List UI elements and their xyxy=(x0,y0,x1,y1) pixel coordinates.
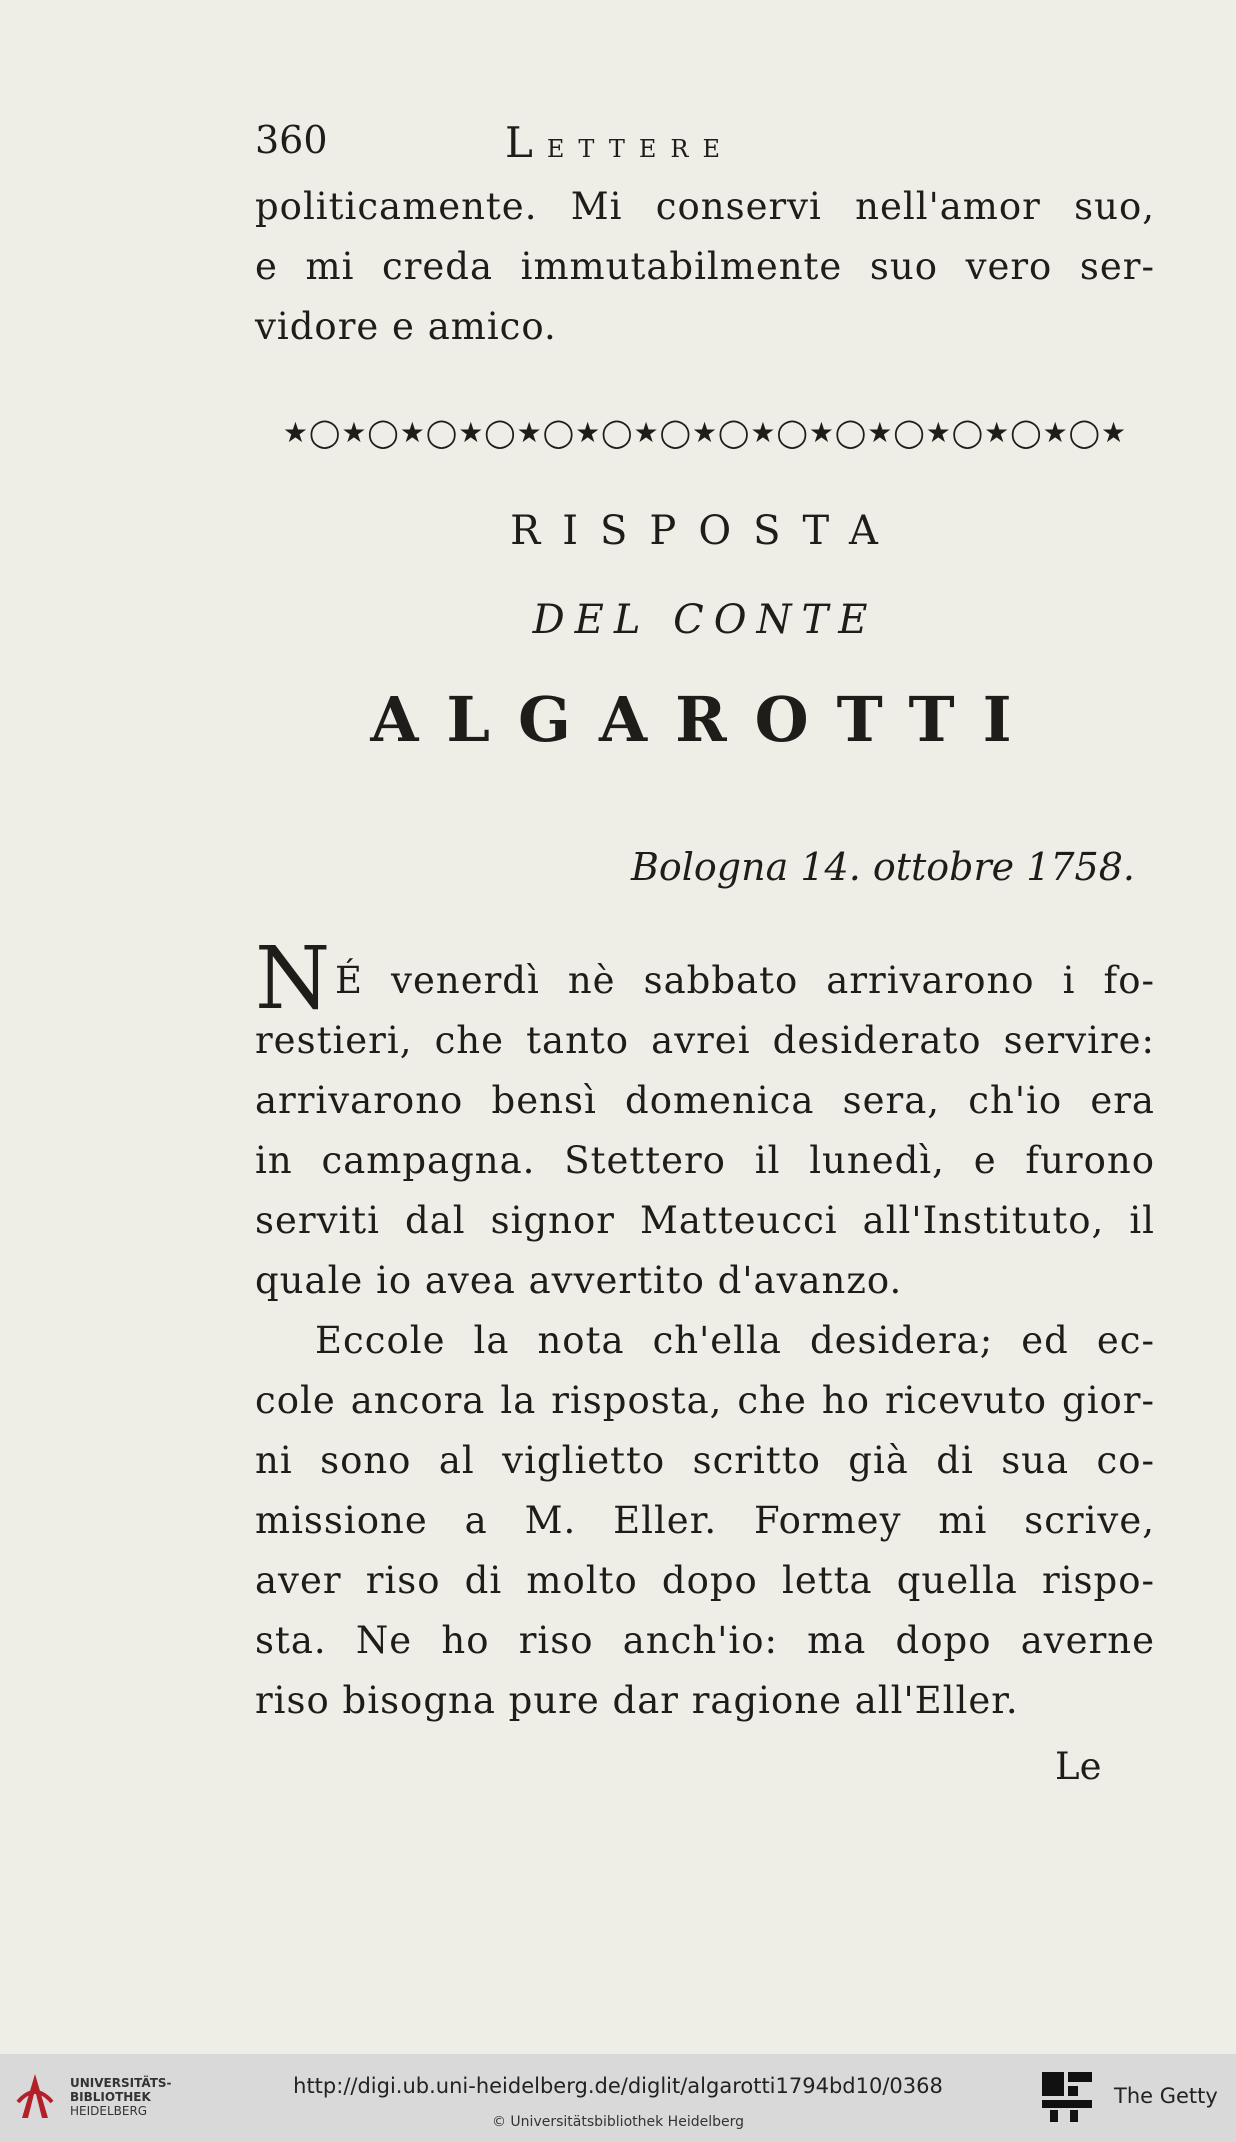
text-line: e mi creda immutabilmente suo vero ser- xyxy=(255,245,1155,288)
running-head xyxy=(505,118,734,167)
running-head-rest: ETTERE xyxy=(546,135,734,163)
digitization-footer xyxy=(0,2054,1236,2142)
page-header xyxy=(255,118,915,178)
getty-logo-icon xyxy=(1040,2070,1094,2124)
copyright-notice: © Universitätsbibliothek Heidelberg xyxy=(491,2114,744,2130)
ornamental-divider: ★◯★◯★◯★◯★◯★◯★◯★◯★◯★◯★◯★◯★◯★◯★ xyxy=(282,416,1128,449)
running-head-initial: L xyxy=(505,118,547,167)
text-line: restieri, che tanto avrei desiderato servire: xyxy=(255,1019,1155,1062)
permalink-url[interactable]: http://digi.ub.uni-heidelberg.de/diglit/algarotti1794bd10/0368 xyxy=(293,2074,943,2098)
text-line: arrivarono bensì domenica sera, ch'io era xyxy=(255,1079,1155,1122)
library-name-line: BIBLIOTHEK xyxy=(70,2090,151,2104)
library-name-line: HEIDELBERG xyxy=(70,2104,148,2118)
text-line: quale io avea avvertito d'avanzo. xyxy=(255,1259,903,1302)
text-line: serviti dal signor Matteucci all'Instituto, il xyxy=(255,1199,1155,1242)
library-name-line: UNIVERSITÄTS- xyxy=(70,2076,172,2090)
text-line: cole ancora la risposta, che ho ricevuto gior- xyxy=(255,1379,1155,1422)
page-number: 360 xyxy=(255,118,328,162)
text-line: missione a M. Eller. Formey mi scrive, xyxy=(255,1499,1155,1542)
text-line: aver riso di molto dopo letta quella rispo- xyxy=(255,1559,1155,1602)
dateline: Bologna 14. ottobre 1758. xyxy=(630,845,1135,889)
text-line: politicamente. Mi conservi nell'amor suo, xyxy=(255,185,1155,228)
title-del-conte: DEL CONTE xyxy=(532,597,878,643)
text-line: ni sono al viglietto scritto già di sua co- xyxy=(255,1439,1155,1482)
text-line: vidore e amico. xyxy=(255,305,557,348)
title-algarotti: ALGAROTTI xyxy=(370,683,1040,756)
sponsor-name: The Getty xyxy=(1114,2084,1218,2108)
catchword: Le xyxy=(1055,1745,1102,1788)
text-line: Eccole la nota ch'ella desidera; ed ec- xyxy=(315,1319,1155,1362)
text-line: É venerdì nè sabbato arrivarono i fo- xyxy=(335,959,1155,1002)
text-line: in campagna. Stettero il lunedì, e furono xyxy=(255,1139,1155,1182)
drop-cap: N xyxy=(255,929,331,1029)
title-risposta: RISPOSTA xyxy=(510,508,900,554)
text-line: sta. Ne ho riso anch'io: ma dopo averne xyxy=(255,1619,1155,1662)
text-line: riso bisogna pure dar ragione all'Eller. xyxy=(255,1679,1019,1722)
